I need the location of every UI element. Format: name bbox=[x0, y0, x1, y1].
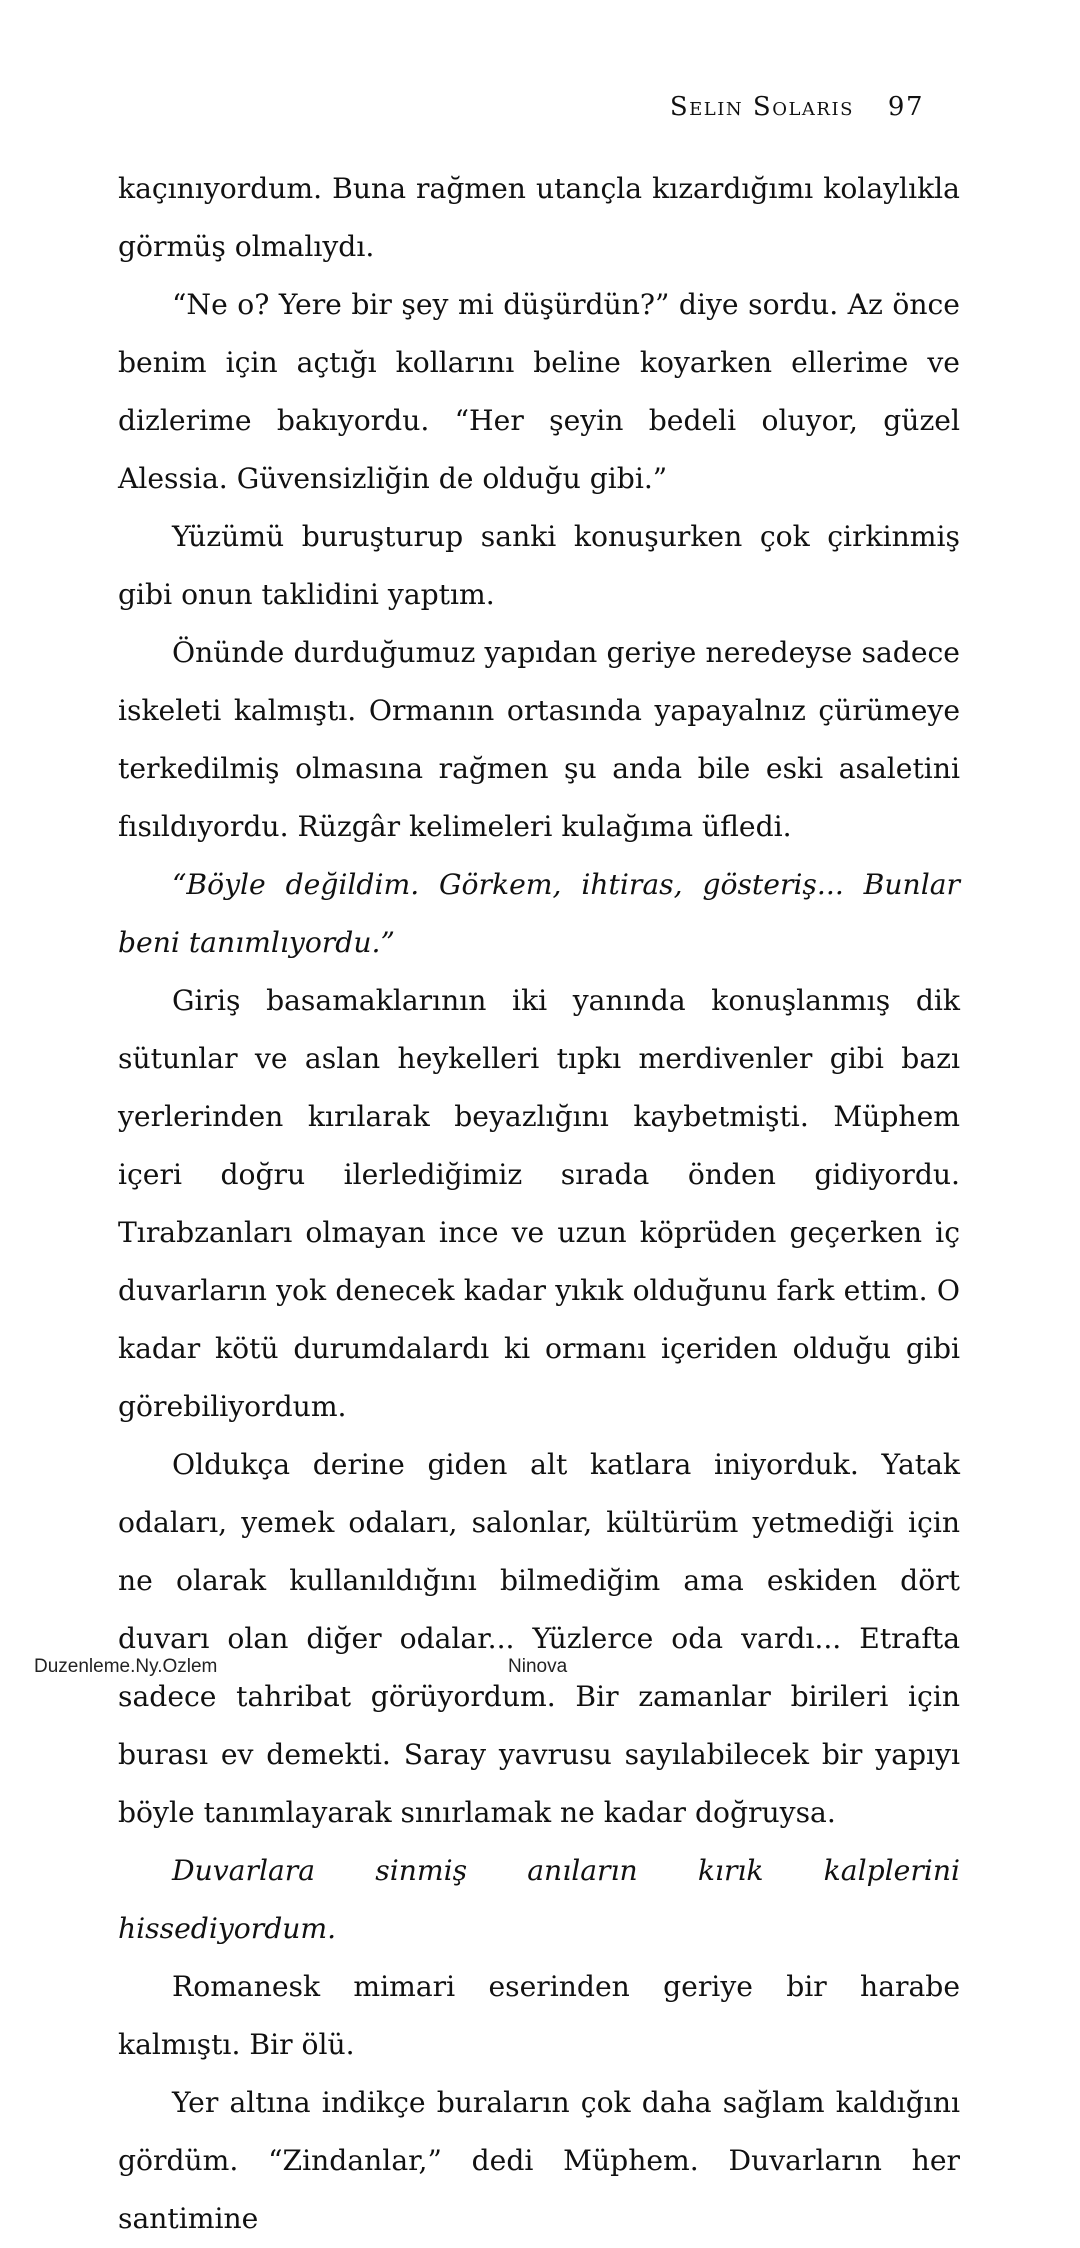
page-number: 97 bbox=[887, 92, 924, 122]
paragraph: kaçınıyordum. Buna rağmen utançla kızardığımı kolaylıkla görmüş olmalıydı. bbox=[118, 172, 960, 263]
running-header bbox=[670, 92, 924, 122]
paragraph: Romanesk mimari eserinden geriye bir harabe kalmıştı. Bir ölü. bbox=[118, 1970, 960, 2061]
header-author: Selin Solaris bbox=[669, 92, 854, 122]
body-text bbox=[118, 160, 960, 2248]
italic-paragraph: Duvarlara sinmiş anıların kırık kalplerini hissediyordum. bbox=[118, 1854, 960, 1945]
paragraph: Önünde durduğumuz yapıdan geriye neredeyse sadece iskeleti kalmıştı. Ormanın ortasında yapayalnız çürümeye terkedilmiş olmasına rağmen şu anda bile eski asaletini fısıldıyordu. Rüzgâr kelimeleri kulağıma üfledi. bbox=[118, 636, 960, 843]
paragraph: Yüzümü buruşturup sanki konuşurken çok çirkinmiş gibi onun taklidini yaptım. bbox=[118, 520, 960, 611]
italic-paragraph: “Böyle değildim. Görkem, ihtiras, gösteriş... Bunlar beni tanımlıyordu.” bbox=[118, 868, 960, 959]
footer-center-publisher: Ninova bbox=[508, 1656, 568, 1677]
paragraph: Yer altına indikçe buraların çok daha sağlam kaldığını gördüm. “Zindanlar,” dedi Müphem. Duvarların her santimine bbox=[118, 2086, 960, 2235]
paragraph: Oldukça derine giden alt katlara iniyorduk. Yatak odaları, yemek odaları, salonlar, kültürüm yetmediği için ne olarak kullanıldığını bilmediğim ama eskiden dört duvarı olan diğer odalar... Yüzlerce oda vardı... Etrafta sadece tahribat görüyordum. Bir zamanlar birileri için burası ev demekti. Saray yavrusu sayılabilecek bir yapıyı böyle tanımlayarak sınırlamak ne kadar doğruysa. bbox=[118, 1448, 960, 1829]
paragraph: “Ne o? Yere bir şey mi düşürdün?” diye sordu. Az önce benim için açtığı kollarını beline koyarken ellerime ve dizlerime bakıyordu. “Her şeyin bedeli oluyor, güzel Alessia. Güvensizliğin de olduğu gibi.” bbox=[118, 288, 960, 495]
footer-left-credit: Duzenleme.Ny.Ozlem bbox=[34, 1656, 218, 1677]
paragraph: Giriş basamaklarının iki yanında konuşlanmış dik sütunlar ve aslan heykelleri tıpkı merdivenler gibi bazı yerlerinden kırılarak beyazlığını kaybetmişti. Müphem içeri doğru ilerlediğimiz sırada önden gidiyordu. Tırabzanları olmayan ince ve uzun köprüden geçerken iç duvarların yok denecek kadar yıkık olduğunu fark ettim. O kadar kötü durumdalardı ki ormanı içeriden olduğu gibi görebiliyordum. bbox=[118, 984, 960, 1423]
